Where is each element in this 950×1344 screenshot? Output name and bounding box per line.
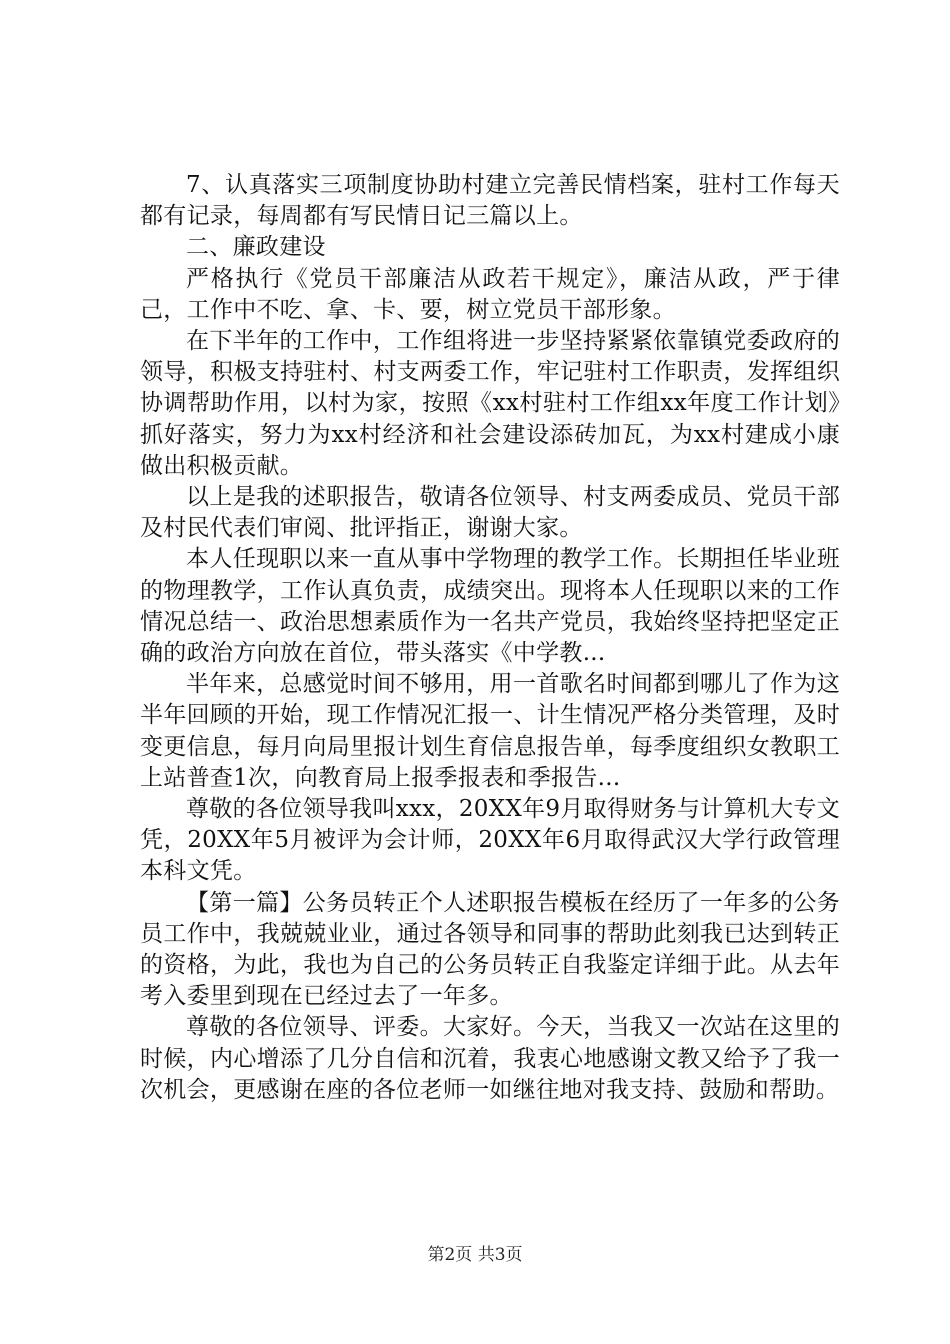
paragraph-civil-servant-report: 【第一篇】公务员转正个人述职报告模板在经历了一年多的公务员工作中，我兢兢业业，通过各领导和同事的帮助此刻我已达到转正的资格，为此，我也为自己的公务员转正自我鉴定详细于此。从去年考入委里到现在已经过去了一年多。 <box>140 889 840 1010</box>
paragraph-physics-teacher-summary: 本人任现职以来一直从事中学物理的教学工作。长期担任毕业班的物理教学，工作认真负责，成绩突出。现将本人任现职以来的工作情况总结一、政治思想素质作为一名共产党员，我始终坚持把坚定正确的政治方向放在首位，带头落实《中学教... <box>140 546 840 667</box>
paragraph-self-introduction: 尊敬的各位领导我叫xxx，20XX年9月取得财务与计算机大专文凭，20XX年5月被评为会计师，20XX年6月取得武汉大学行政管理本科文凭。 <box>140 796 840 885</box>
document-body <box>140 170 840 1106</box>
paragraph-closing-remarks: 以上是我的述职报告，敬请各位领导、村支两委成员、党员干部及村民代表们审阅、批评指正，谢谢大家。 <box>140 484 840 542</box>
paragraph-half-year-review: 半年来，总感觉时间不够用，用一首歌名时间都到哪儿了作为这半年回顾的开始，现工作情况汇报一、计生情况严格分类管理，及时变更信息，每月向局里报计划生育信息报告单，每季度组织女教职工上站普查1次，向教育局上报季报表和季报告... <box>140 671 840 791</box>
paragraph-speech-greeting: 尊敬的各位领导、评委。大家好。今天，当我又一次站在这里的时候，内心增添了几分自信和沉着，我衷心地感谢文教又给予了我一次机会，更感谢在座的各位老师一如继往地对我支持、鼓励和帮助。 <box>140 1014 840 1103</box>
section-heading-integrity: 二、廉政建设 <box>186 234 326 261</box>
paragraph-integrity-rules: 严格执行《党员干部廉洁从政若干规定》，廉洁从政，严于律己，工作中不吃、拿、卡、要，树立党员干部形象。 <box>140 265 840 323</box>
page-number-footer: 第2页 共3页 <box>427 1245 523 1265</box>
paragraph-second-half-plan: 在下半年的工作中，工作组将进一步坚持紧紧依靠镇党委政府的领导，积极支持驻村、村支两委工作，牢记驻村工作职责，发挥组织协调帮助作用，以村为家，按照《xx村驻村工作组xx年度工作计划》抓好落实，努力为xx村经济和社会建设添砖加瓦，为xx村建成小康做出积极贡献。 <box>140 328 840 479</box>
paragraph-item-7-records: 7、认真落实三项制度协助村建立完善民情档案，驻村工作每天都有记录，每周都有写民情日记三篇以上。 <box>140 172 840 230</box>
